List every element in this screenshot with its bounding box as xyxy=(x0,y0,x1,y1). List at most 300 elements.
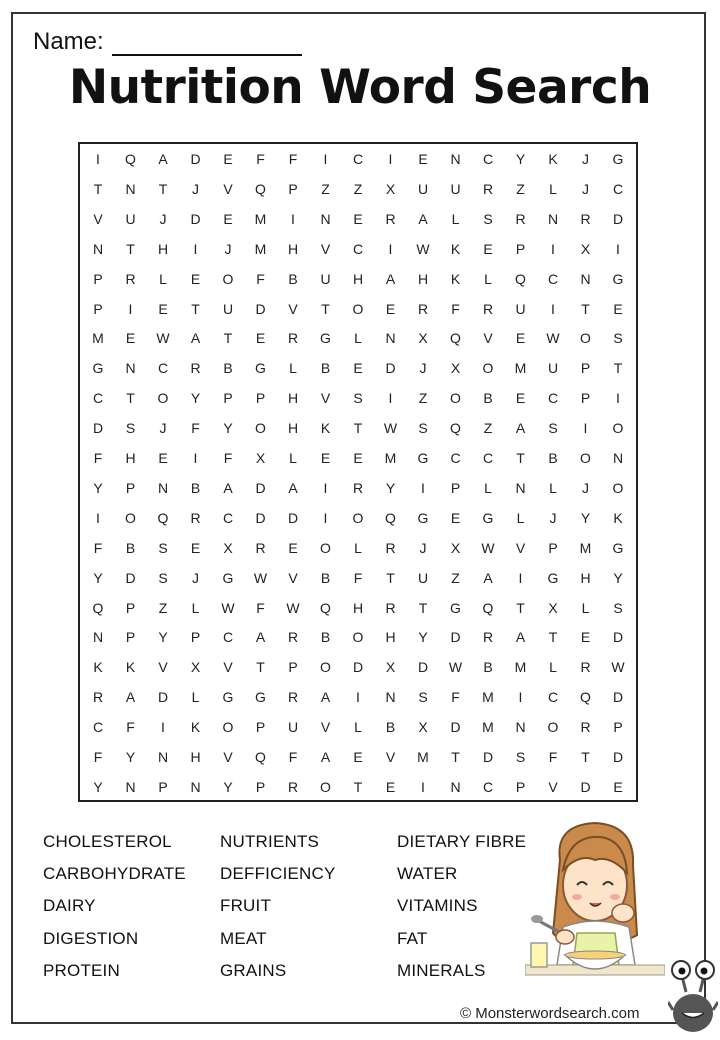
grid-letter[interactable]: B xyxy=(125,539,136,556)
grid-letter[interactable]: I xyxy=(616,390,620,407)
grid-letter[interactable]: D xyxy=(255,300,266,317)
grid-letter[interactable]: A xyxy=(288,479,298,496)
grid-letter[interactable]: P xyxy=(450,479,461,496)
grid-letter[interactable]: C xyxy=(547,270,559,287)
grid-letter[interactable]: P xyxy=(158,778,168,795)
grid-letter[interactable]: Y xyxy=(125,749,136,765)
grid-letter[interactable]: L xyxy=(159,270,167,287)
grid-letter[interactable]: L xyxy=(581,599,590,616)
grid-letter[interactable]: D xyxy=(417,659,429,676)
grid-letter[interactable]: D xyxy=(352,659,364,676)
grid-letter[interactable]: R xyxy=(580,659,591,676)
grid-letter[interactable]: N xyxy=(125,360,136,377)
grid-letter[interactable]: Y xyxy=(515,151,526,167)
grid-letter[interactable]: A xyxy=(158,151,168,167)
grid-letter[interactable]: A xyxy=(515,420,526,437)
grid-letter[interactable]: C xyxy=(482,778,494,795)
grid-letter[interactable]: V xyxy=(385,749,396,765)
grid-letter[interactable]: F xyxy=(353,569,363,586)
grid-letter[interactable]: D xyxy=(612,629,624,646)
grid-letter[interactable]: J xyxy=(159,210,167,227)
grid-letter[interactable]: E xyxy=(418,151,428,167)
grid-letter[interactable]: P xyxy=(580,360,591,377)
grid-letter[interactable]: B xyxy=(320,629,331,646)
grid-letter[interactable]: L xyxy=(451,210,460,227)
grid-letter[interactable]: O xyxy=(352,509,364,526)
grid-letter[interactable]: X xyxy=(580,240,591,257)
grid-letter[interactable]: F xyxy=(451,689,460,706)
grid-letter[interactable]: L xyxy=(289,450,297,466)
grid-letter[interactable]: E xyxy=(353,360,363,377)
grid-letter[interactable]: T xyxy=(613,360,623,377)
grid-letter[interactable]: W xyxy=(156,330,170,347)
grid-letter[interactable]: C xyxy=(450,450,461,466)
grid-letter[interactable]: H xyxy=(287,240,299,257)
grid-letter[interactable]: E xyxy=(353,749,363,765)
grid-letter[interactable]: E xyxy=(385,300,396,317)
grid-letter[interactable]: P xyxy=(288,180,298,197)
grid-letter[interactable]: D xyxy=(255,479,266,496)
grid-letter[interactable]: D xyxy=(287,509,299,526)
grid-letter[interactable]: S xyxy=(613,330,623,347)
grid-letter[interactable]: S xyxy=(353,390,363,407)
grid-letter[interactable]: E xyxy=(125,330,136,347)
grid-letter[interactable]: R xyxy=(287,778,299,795)
grid-letter[interactable]: A xyxy=(223,479,233,496)
grid-letter[interactable]: F xyxy=(451,300,460,317)
grid-letter[interactable]: Y xyxy=(418,629,428,646)
grid-letter[interactable]: H xyxy=(190,749,201,765)
grid-letter[interactable]: R xyxy=(190,360,201,377)
grid-letter[interactable]: H xyxy=(352,270,364,287)
grid-letter[interactable]: V xyxy=(483,330,493,347)
grid-letter[interactable]: H xyxy=(385,629,396,646)
grid-letter[interactable]: G xyxy=(320,330,331,347)
grid-letter[interactable]: P xyxy=(288,659,298,676)
grid-letter[interactable]: T xyxy=(321,300,330,317)
grid-letter[interactable]: C xyxy=(547,689,559,706)
grid-letter[interactable]: E xyxy=(158,300,168,317)
grid-letter[interactable]: D xyxy=(255,509,266,526)
grid-letter[interactable]: Q xyxy=(385,509,396,526)
grid-letter[interactable]: E xyxy=(613,300,623,317)
grid-letter[interactable]: O xyxy=(320,778,331,795)
grid-letter[interactable]: Q xyxy=(580,689,591,706)
grid-letter[interactable]: R xyxy=(190,509,201,526)
grid-letter[interactable]: P xyxy=(515,240,526,257)
grid-letter[interactable]: K xyxy=(93,659,103,676)
grid-letter[interactable]: T xyxy=(451,749,460,765)
grid-letter[interactable]: I xyxy=(356,689,360,706)
grid-letter[interactable]: D xyxy=(482,749,494,765)
grid-letter[interactable]: T xyxy=(581,749,590,765)
grid-letter[interactable]: Q xyxy=(157,509,169,526)
grid-letter[interactable]: T xyxy=(548,629,558,646)
grid-letter[interactable]: Y xyxy=(613,569,623,586)
grid-letter[interactable]: M xyxy=(482,689,494,706)
grid-letter[interactable]: L xyxy=(354,539,362,556)
grid-letter[interactable]: M xyxy=(92,330,104,347)
grid-letter[interactable]: C xyxy=(92,390,104,407)
grid-letter[interactable]: I xyxy=(421,778,425,795)
grid-letter[interactable]: E xyxy=(190,270,201,287)
grid-letter[interactable]: G xyxy=(612,151,624,167)
grid-letter[interactable]: N xyxy=(385,330,396,347)
grid-letter[interactable]: F xyxy=(288,151,298,167)
grid-letter[interactable]: V xyxy=(320,390,331,407)
grid-letter[interactable]: T xyxy=(353,778,363,795)
grid-letter[interactable]: C xyxy=(352,240,364,257)
grid-letter[interactable]: E xyxy=(483,240,493,257)
grid-letter[interactable]: X xyxy=(385,180,396,197)
grid-letter[interactable]: P xyxy=(255,719,266,736)
grid-letter[interactable]: F xyxy=(288,749,298,765)
grid-letter[interactable]: O xyxy=(320,659,331,676)
grid-letter[interactable]: E xyxy=(385,778,396,795)
grid-letter[interactable]: G xyxy=(222,689,234,706)
grid-letter[interactable]: M xyxy=(384,450,397,466)
grid-letter[interactable]: W xyxy=(546,330,560,347)
grid-letter[interactable]: X xyxy=(255,450,266,466)
grid-letter[interactable]: E xyxy=(288,539,298,556)
grid-letter[interactable]: H xyxy=(352,599,364,616)
grid-letter[interactable]: U xyxy=(450,180,461,197)
grid-letter[interactable]: R xyxy=(92,689,104,706)
grid-letter[interactable]: Z xyxy=(418,390,428,407)
grid-letter[interactable]: Z xyxy=(451,569,460,586)
grid-letter[interactable]: S xyxy=(548,420,558,437)
grid-letter[interactable]: H xyxy=(157,240,169,257)
grid-letter[interactable]: L xyxy=(354,719,362,736)
grid-letter[interactable]: H xyxy=(287,420,299,437)
grid-letter[interactable]: T xyxy=(516,450,525,466)
grid-letter[interactable]: V xyxy=(320,719,331,736)
grid-letter[interactable]: R xyxy=(417,300,429,317)
grid-letter[interactable]: X xyxy=(223,539,233,556)
grid-letter[interactable]: N xyxy=(92,240,104,257)
grid-letter[interactable]: A xyxy=(190,330,201,347)
grid-letter[interactable]: N xyxy=(320,210,331,227)
grid-letter[interactable]: N xyxy=(125,180,136,197)
grid-letter[interactable]: G xyxy=(222,569,234,586)
grid-letter[interactable]: I xyxy=(96,509,100,526)
grid-letter[interactable]: L xyxy=(191,599,200,616)
grid-letter[interactable]: R xyxy=(580,719,591,736)
grid-letter[interactable]: T xyxy=(191,300,200,317)
grid-letter[interactable]: I xyxy=(193,240,198,257)
grid-letter[interactable]: P xyxy=(255,778,266,795)
grid-letter[interactable]: F xyxy=(256,151,265,167)
grid-letter[interactable]: S xyxy=(418,689,428,706)
grid-letter[interactable]: X xyxy=(418,719,428,736)
grid-letter[interactable]: X xyxy=(418,330,428,347)
grid-letter[interactable]: A xyxy=(125,689,136,706)
grid-letter[interactable]: D xyxy=(450,719,461,736)
grid-letter[interactable]: A xyxy=(320,689,331,706)
grid-letter[interactable]: P xyxy=(223,390,233,407)
grid-letter[interactable]: I xyxy=(388,151,393,167)
grid-letter[interactable]: I xyxy=(323,151,328,167)
grid-letter[interactable]: Q xyxy=(255,749,266,765)
grid-letter[interactable]: D xyxy=(157,689,169,706)
grid-letter[interactable]: J xyxy=(192,180,199,197)
grid-letter[interactable]: I xyxy=(518,689,523,706)
grid-letter[interactable]: G xyxy=(450,599,461,616)
grid-letter[interactable]: P xyxy=(93,300,103,317)
grid-letter[interactable]: I xyxy=(161,719,165,736)
grid-letter[interactable]: R xyxy=(385,599,396,616)
grid-letter[interactable]: M xyxy=(254,210,267,227)
grid-letter[interactable]: I xyxy=(388,240,393,257)
grid-letter[interactable]: Y xyxy=(158,629,168,646)
grid-letter[interactable]: R xyxy=(515,210,526,227)
grid-letter[interactable]: R xyxy=(125,270,136,287)
grid-letter[interactable]: K xyxy=(190,719,201,736)
grid-letter[interactable]: O xyxy=(320,539,331,556)
grid-letter[interactable]: S xyxy=(515,749,526,765)
grid-letter[interactable]: U xyxy=(417,180,429,197)
grid-letter[interactable]: L xyxy=(549,180,557,197)
grid-letter[interactable]: E xyxy=(515,390,526,407)
grid-letter[interactable]: L xyxy=(484,270,492,287)
grid-letter[interactable]: N xyxy=(157,749,169,765)
grid-letter[interactable]: B xyxy=(320,569,331,586)
grid-letter[interactable]: E xyxy=(223,210,233,227)
grid-letter[interactable]: C xyxy=(482,151,494,167)
grid-letter[interactable]: L xyxy=(191,689,200,706)
grid-letter[interactable]: W xyxy=(611,659,625,676)
grid-letter[interactable]: A xyxy=(418,210,428,227)
grid-letter[interactable]: R xyxy=(287,330,299,347)
grid-letter[interactable]: D xyxy=(92,420,104,437)
grid-letter[interactable]: C xyxy=(157,360,169,377)
grid-letter[interactable]: O xyxy=(612,420,624,437)
grid-letter[interactable]: V xyxy=(548,778,558,795)
grid-letter[interactable]: C xyxy=(482,450,494,466)
grid-letter[interactable]: W xyxy=(416,240,430,257)
grid-letter[interactable]: J xyxy=(549,509,557,526)
grid-letter[interactable]: N xyxy=(580,270,591,287)
grid-letter[interactable]: N xyxy=(190,778,201,795)
grid-letter[interactable]: O xyxy=(352,300,364,317)
grid-letter[interactable]: O xyxy=(547,719,559,736)
grid-letter[interactable]: L xyxy=(549,659,557,676)
grid-letter[interactable]: G xyxy=(482,509,494,526)
grid-letter[interactable]: E xyxy=(613,778,623,795)
grid-letter[interactable]: E xyxy=(320,450,331,466)
grid-letter[interactable]: N xyxy=(450,151,461,167)
grid-letter[interactable]: Z xyxy=(516,180,525,197)
grid-letter[interactable]: T xyxy=(516,599,525,616)
grid-letter[interactable]: P xyxy=(613,719,623,736)
grid-letter[interactable]: M xyxy=(514,659,527,676)
grid-letter[interactable]: I xyxy=(616,240,620,257)
grid-letter[interactable]: L xyxy=(354,330,362,347)
grid-letter[interactable]: F xyxy=(126,719,135,736)
grid-letter[interactable]: I xyxy=(193,450,198,466)
grid-letter[interactable]: D xyxy=(190,151,201,167)
grid-letter[interactable]: B xyxy=(320,360,331,377)
grid-letter[interactable]: R xyxy=(482,300,494,317)
grid-letter[interactable]: U xyxy=(287,719,299,736)
grid-letter[interactable]: P xyxy=(548,539,558,556)
grid-letter[interactable]: E xyxy=(450,509,461,526)
grid-letter[interactable]: L xyxy=(484,479,492,496)
grid-letter[interactable]: H xyxy=(580,569,591,586)
grid-letter[interactable]: O xyxy=(125,509,136,526)
grid-letter[interactable]: N xyxy=(515,719,526,736)
grid-letter[interactable]: U xyxy=(320,270,331,287)
grid-letter[interactable]: K xyxy=(320,420,331,437)
grid-letter[interactable]: T xyxy=(256,659,265,676)
grid-letter[interactable]: W xyxy=(448,659,463,676)
grid-letter[interactable]: N xyxy=(450,778,461,795)
grid-letter[interactable]: D xyxy=(612,210,624,227)
grid-letter[interactable]: K xyxy=(450,240,461,257)
grid-letter[interactable]: G xyxy=(92,360,104,377)
grid-letter[interactable]: F xyxy=(93,749,103,765)
grid-letter[interactable]: P xyxy=(515,778,526,795)
grid-letter[interactable]: Y xyxy=(223,778,233,795)
grid-letter[interactable]: E xyxy=(255,330,266,347)
grid-letter[interactable]: B xyxy=(288,270,298,287)
grid-letter[interactable]: O xyxy=(580,330,591,347)
grid-letter[interactable]: K xyxy=(125,659,136,676)
grid-letter[interactable]: U xyxy=(125,210,136,227)
grid-letter[interactable]: C xyxy=(222,509,234,526)
grid-letter[interactable]: U xyxy=(515,300,526,317)
grid-letter[interactable]: V xyxy=(223,659,233,676)
grid-letter[interactable]: E xyxy=(158,450,168,466)
grid-letter[interactable]: I xyxy=(583,420,588,437)
grid-letter[interactable]: F xyxy=(93,539,103,556)
grid-letter[interactable]: S xyxy=(613,599,623,616)
grid-letter[interactable]: H xyxy=(287,390,299,407)
grid-letter[interactable]: O xyxy=(157,390,169,407)
grid-letter[interactable]: X xyxy=(385,659,396,676)
grid-letter[interactable]: I xyxy=(551,300,555,317)
grid-letter[interactable]: O xyxy=(255,420,266,437)
grid-letter[interactable]: B xyxy=(385,719,396,736)
grid-letter[interactable]: M xyxy=(514,360,527,377)
grid-letter[interactable]: F xyxy=(223,450,233,466)
grid-letter[interactable]: P xyxy=(580,390,591,407)
grid-letter[interactable]: P xyxy=(125,479,136,496)
grid-letter[interactable]: N xyxy=(125,778,136,795)
grid-letter[interactable]: R xyxy=(385,210,396,227)
grid-letter[interactable]: G xyxy=(417,450,429,466)
grid-letter[interactable]: O xyxy=(482,360,494,377)
grid-letter[interactable]: J xyxy=(419,360,427,377)
grid-letter[interactable]: P xyxy=(255,390,266,407)
grid-letter[interactable]: R xyxy=(580,210,591,227)
grid-letter[interactable]: D xyxy=(612,749,624,765)
grid-letter[interactable]: O xyxy=(222,719,234,736)
grid-letter[interactable]: P xyxy=(190,629,201,646)
grid-letter[interactable]: D xyxy=(612,689,624,706)
grid-letter[interactable]: G xyxy=(417,509,429,526)
grid-letter[interactable]: I xyxy=(388,390,393,407)
name-blank-line[interactable] xyxy=(112,32,302,56)
grid-letter[interactable]: G xyxy=(547,569,559,586)
grid-letter[interactable]: B xyxy=(190,479,201,496)
grid-letter[interactable]: D xyxy=(385,360,396,377)
grid-letter[interactable]: X xyxy=(450,539,461,556)
grid-letter[interactable]: T xyxy=(126,240,135,257)
grid-letter[interactable]: S xyxy=(483,210,493,227)
grid-letter[interactable]: U xyxy=(547,360,559,377)
grid-letter[interactable]: Y xyxy=(580,509,591,526)
grid-letter[interactable]: S xyxy=(158,539,168,556)
grid-letter[interactable]: S xyxy=(418,420,428,437)
grid-letter[interactable]: V xyxy=(223,180,233,197)
grid-letter[interactable]: J xyxy=(419,539,427,556)
grid-letter[interactable]: M xyxy=(254,240,267,257)
grid-letter[interactable]: G xyxy=(255,360,266,377)
grid-letter[interactable]: A xyxy=(320,749,331,765)
grid-letter[interactable]: N xyxy=(385,689,396,706)
grid-letter[interactable]: O xyxy=(352,629,364,646)
grid-letter[interactable]: W xyxy=(383,420,398,437)
grid-letter[interactable]: I xyxy=(96,151,100,167)
grid-letter[interactable]: J xyxy=(192,569,199,586)
grid-letter[interactable]: F xyxy=(191,420,200,437)
grid-letter[interactable]: B xyxy=(548,450,558,466)
grid-letter[interactable]: E xyxy=(223,151,233,167)
grid-letter[interactable]: W xyxy=(286,599,300,616)
grid-letter[interactable]: Q xyxy=(482,599,494,616)
grid-letter[interactable]: I xyxy=(518,569,523,586)
grid-letter[interactable]: E xyxy=(353,450,363,466)
grid-letter[interactable]: A xyxy=(385,270,396,287)
grid-letter[interactable]: O xyxy=(580,450,591,466)
grid-letter[interactable]: I xyxy=(421,479,425,496)
grid-letter[interactable]: V xyxy=(288,569,298,586)
grid-letter[interactable]: T xyxy=(93,180,103,197)
grid-letter[interactable]: G xyxy=(612,539,624,556)
grid-letter[interactable]: F xyxy=(93,450,103,466)
grid-letter[interactable]: E xyxy=(580,629,591,646)
grid-letter[interactable]: R xyxy=(385,539,396,556)
grid-letter[interactable]: A xyxy=(255,629,266,646)
grid-letter[interactable]: V xyxy=(93,210,103,227)
grid-letter[interactable]: V xyxy=(320,240,331,257)
grid-letter[interactable]: L xyxy=(549,479,557,496)
grid-letter[interactable]: I xyxy=(291,210,295,227)
grid-letter[interactable]: A xyxy=(483,569,493,586)
grid-letter[interactable]: C xyxy=(352,151,364,167)
grid-letter[interactable]: I xyxy=(551,240,555,257)
grid-letter[interactable]: W xyxy=(253,569,268,586)
grid-letter[interactable]: D xyxy=(580,778,591,795)
grid-letter[interactable]: Y xyxy=(93,778,103,795)
grid-letter[interactable]: K xyxy=(450,270,461,287)
grid-letter[interactable]: R xyxy=(482,629,494,646)
grid-letter[interactable]: V xyxy=(223,749,233,765)
grid-letter[interactable]: G xyxy=(612,270,624,287)
grid-letter[interactable]: Q xyxy=(92,599,104,616)
grid-letter[interactable]: Q xyxy=(450,330,461,347)
grid-letter[interactable]: J xyxy=(582,151,589,167)
grid-letter[interactable]: Q xyxy=(450,420,461,437)
grid-letter[interactable]: P xyxy=(125,629,136,646)
grid-letter[interactable]: Z xyxy=(353,180,363,197)
grid-letter[interactable]: M xyxy=(482,719,494,736)
grid-letter[interactable]: K xyxy=(548,151,558,167)
grid-letter[interactable]: R xyxy=(255,539,266,556)
grid-letter[interactable]: F xyxy=(256,599,265,616)
grid-letter[interactable]: R xyxy=(287,689,299,706)
